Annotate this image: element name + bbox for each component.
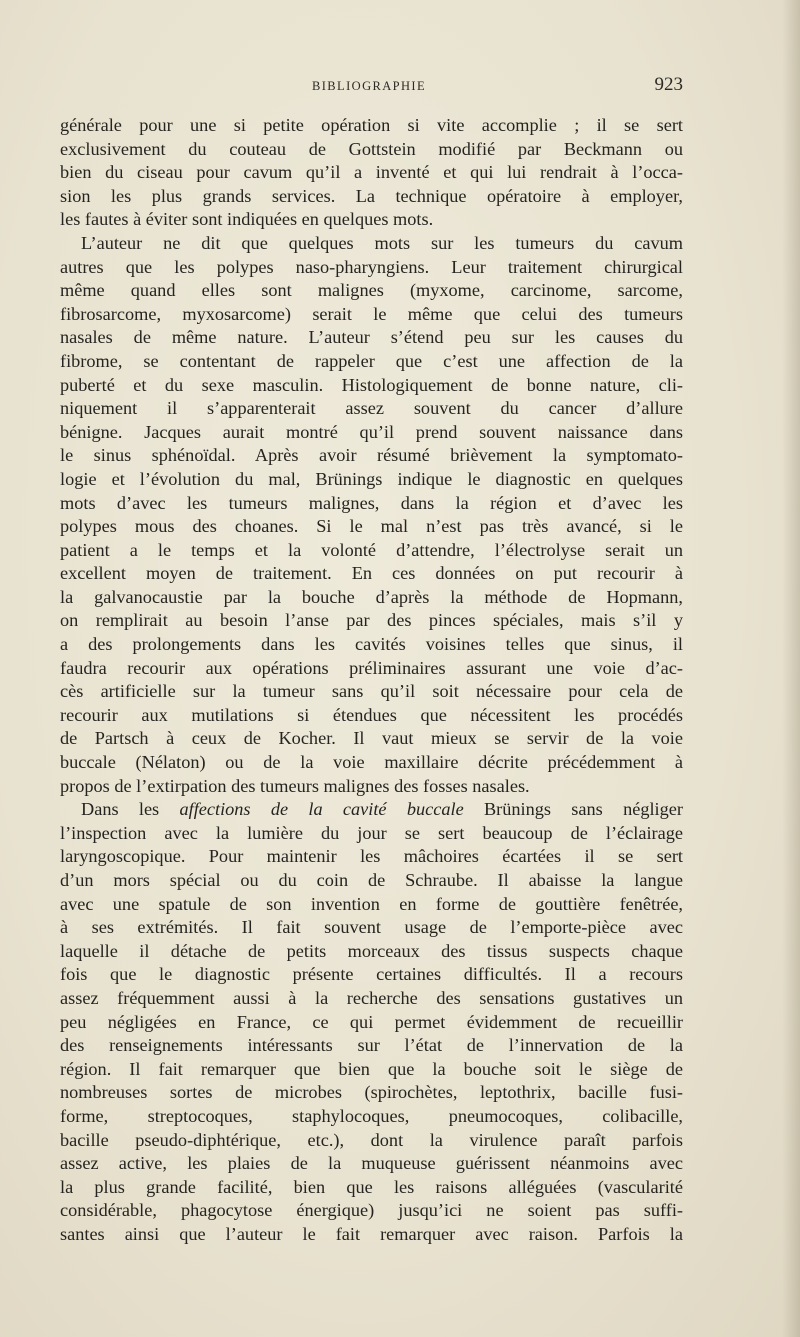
text-line: assez active, les plaies de la muqueuse guérissent néanmoins avec — [60, 1153, 683, 1174]
text-line: excellent moyen de traitement. En ces données on put recourir à — [60, 563, 683, 584]
text-line: avec une spatule de son invention en forme de gouttière fenêtrée, — [60, 893, 683, 914]
text-line: faudra recourir aux opérations préliminaires assurant une voie d’ac- — [60, 657, 683, 678]
text-line: propos de l’extirpation des tumeurs malignes des fosses nasales. — [60, 775, 530, 796]
text-line: nasales de même nature. L’auteur s’étend peu sur les causes du — [60, 327, 683, 348]
text-line: la plus grande facilité, bien que les raisons alléguées (vascularité — [60, 1176, 683, 1197]
text-line: d’un mors spécial ou du coin de Schraube. Il abaisse la langue — [60, 870, 683, 890]
text-line: nombreuses sortes de microbes (spirochètes, leptothrix, bacille fusi- — [60, 1082, 683, 1103]
body-text — [60, 114, 683, 1247]
paragraph-start-line — [60, 798, 683, 822]
text-run: Brünings sans négliger — [463, 799, 683, 820]
italic-emphasis: affections de la cavité buccale — [179, 799, 464, 820]
text-line: région. Il fait remarquer que bien que la bouche soit le siège de — [60, 1058, 683, 1079]
text-line: laquelle il détache de petits morceaux des tissus suspects chaque — [60, 940, 683, 961]
text-line: logie et l’évolution du mal, Brünings indique le diagnostic en quelques — [60, 468, 683, 489]
text-line: santes ainsi que l’auteur le fait remarquer avec raison. Parfois la — [60, 1223, 683, 1244]
text-line: patient a le temps et la volonté d’attendre, l’électrolyse serait un — [60, 539, 683, 560]
text-line: fibrome, se contentant de rappeler que c’est une affection de la — [60, 350, 683, 371]
running-head — [60, 74, 683, 98]
text-line: de Partsch à ceux de Kocher. Il vaut mieux se servir de la voie — [60, 728, 683, 749]
text-line: même quand elles sont malignes (myxome, carcinome, sarcome, — [60, 280, 683, 301]
text-line: cès artificielle sur la tumeur sans qu’il soit nécessaire pour cela de — [60, 681, 683, 702]
text-line: générale pour une si petite opération si vite accomplie ; il se sert — [60, 115, 683, 135]
text-line: puberté et du sexe masculin. Histologiquement de bonne nature, cli- — [60, 374, 683, 395]
text-line: considérable, phagocytose énergique) jusqu’ici ne soient pas suffi- — [60, 1200, 683, 1221]
text-line: bacille pseudo-diphtérique, etc.), dont la virulence paraît parfois — [60, 1129, 683, 1150]
text-line: bénigne. Jacques aurait montré qu’il prend souvent naissance dans — [60, 421, 683, 442]
text-line: on remplirait au besoin l’anse par des pinces spéciales, mais s’il y — [60, 610, 683, 631]
text-line: recourir aux mutilations si étendues que nécessitent les procédés — [60, 704, 683, 725]
text-line: buccale (Nélaton) ou de la voie maxillaire décrite précédemment à — [60, 752, 683, 773]
page-edge-shadow — [782, 0, 800, 1337]
text-line: niquement il s’apparenterait assez souvent du cancer d’allure — [60, 398, 683, 419]
text-line: la galvanocaustie par la bouche d’après la méthode de Hopmann, — [60, 586, 683, 607]
text-line: fibrosarcome, myxosarcome) serait le même que celui des tumeurs — [60, 303, 683, 324]
text-line: autres que les polypes naso-pharyngiens. Leur traitement chirurgical — [60, 256, 683, 277]
text-line: fois que le diagnostic présente certaines difficultés. Il a recours — [60, 964, 683, 985]
text-line: polypes mous des choanes. Si le mal n’est pas très avancé, si le — [60, 516, 683, 537]
text-line: mots d’avec les tumeurs malignes, dans la région et d’avec les — [60, 492, 683, 513]
text-line: des renseignements intéressants sur l’état de l’innervation de la — [60, 1035, 683, 1056]
text-line: forme, streptocoques, staphylocoques, pneumocoques, colibacille, — [60, 1105, 683, 1126]
text-line: laryngoscopique. Pour maintenir les mâchoires écartées il se sert — [60, 846, 683, 867]
text-line: le sinus sphénoïdal. Après avoir résumé brièvement la symptomato- — [60, 445, 683, 466]
paragraph-start-line: L’auteur ne dit que quelques mots sur les tumeurs du cavum — [81, 232, 683, 253]
text-line: à ses extrémités. Il fait souvent usage de l’emporte-pièce avec — [60, 917, 683, 938]
text-line: sion les plus grands services. La technique opératoire à employer, — [60, 185, 683, 206]
text-run: Dans les — [81, 799, 180, 820]
text-line: a des prolongements dans les cavités voisines telles que sinus, il — [60, 634, 683, 655]
running-title: BIBLIOGRAPHIE — [312, 79, 427, 93]
text-line: l’inspection avec la lumière du jour se sert beaucoup de l’éclairage — [60, 822, 683, 843]
text-line: les fautes à éviter sont indiquées en quelques mots. — [60, 209, 434, 230]
text-line: bien du ciseau pour cavum qu’il a inventé et qui lui rendrait à l’occa- — [60, 162, 683, 183]
text-line: peu négligées en France, ce qui permet évidemment de recueillir — [60, 1011, 683, 1032]
page-number: 923 — [654, 74, 683, 95]
text-line: exclusivement du couteau de Gottstein modifié par Beckmann ou — [60, 138, 683, 159]
text-line: assez fréquemment aussi à la recherche des sensations gustatives un — [60, 987, 683, 1008]
